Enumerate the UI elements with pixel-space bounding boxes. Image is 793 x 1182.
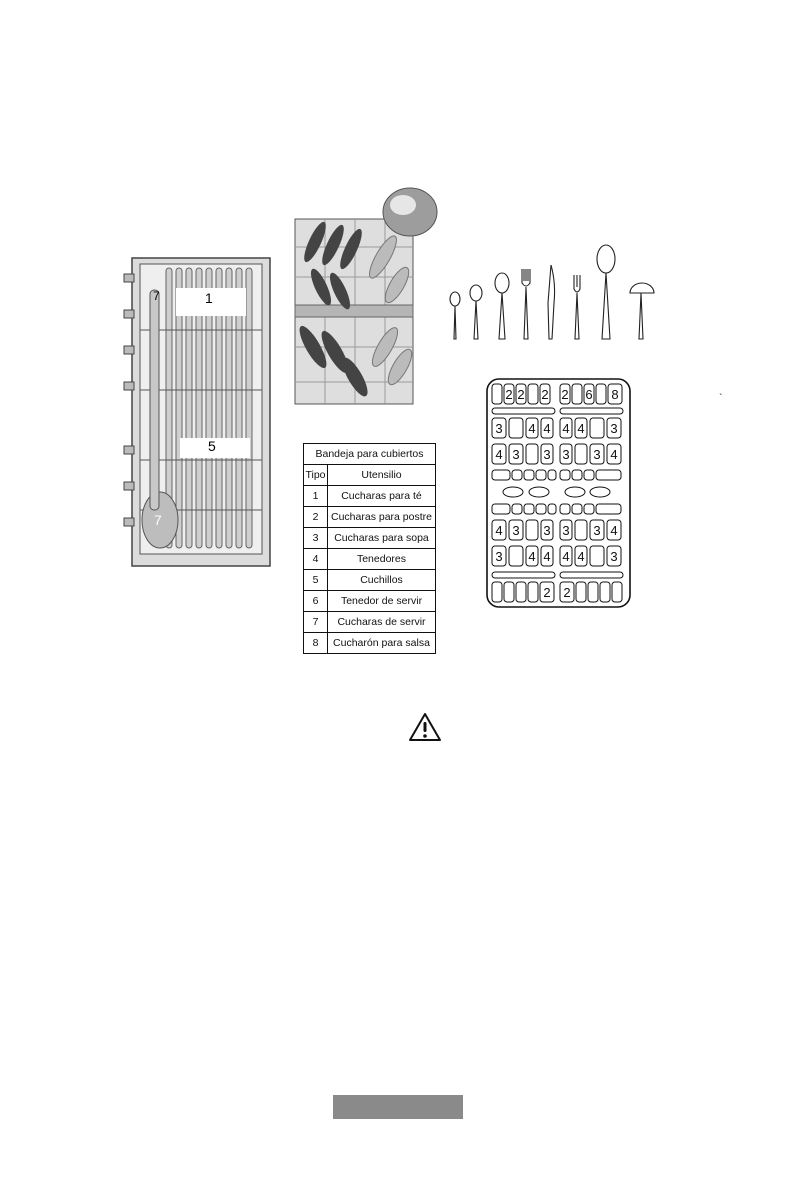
tray-slot-label: 4 [495, 523, 503, 538]
table-row [304, 633, 436, 654]
warning-icon [408, 712, 442, 742]
table-header-row [304, 465, 436, 486]
tray-slot-label: 2 [541, 387, 549, 402]
tray-slot-label: 4 [528, 421, 536, 436]
row-tipo: 7 [304, 612, 328, 633]
table-row [304, 528, 436, 549]
cutlery-tray-table [303, 443, 436, 654]
tray-slot-label: 2 [517, 387, 525, 402]
row-utensilio: Cucharas de servir [328, 612, 436, 633]
cutlery-tray-diagram [486, 378, 632, 610]
table-row [304, 612, 436, 633]
row-utensilio: Cucharas para sopa [328, 528, 436, 549]
tray-slot-label: 3 [562, 523, 570, 538]
tray-slot-label: 3 [562, 447, 570, 462]
tray-slot-label: 2 [561, 387, 569, 402]
tray-slot-label: 4 [528, 549, 536, 564]
row-tipo: 8 [304, 633, 328, 654]
table-row [304, 570, 436, 591]
tray-slot-label: 3 [593, 523, 601, 538]
row-tipo: 6 [304, 591, 328, 612]
tray-slot-label: 2 [563, 585, 571, 600]
tray-slot-label: 4 [562, 549, 570, 564]
basket-label-serving-spoon-top: 7 [153, 289, 160, 303]
column-header-utensilio: Utensilio [328, 465, 436, 486]
tray-slot-label: 3 [495, 421, 503, 436]
row-tipo: 5 [304, 570, 328, 591]
tray-slot-label: 8 [611, 387, 619, 402]
row-tipo: 2 [304, 507, 328, 528]
row-utensilio: Tenedores [328, 549, 436, 570]
tray-slot-label: 3 [610, 549, 618, 564]
row-utensilio: Tenedor de servir [328, 591, 436, 612]
row-utensilio: Cucharón para salsa [328, 633, 436, 654]
row-utensilio: Cucharas para té [328, 486, 436, 507]
table-title: Bandeja para cubiertos [304, 444, 436, 465]
dish-basket-illustration [285, 187, 445, 412]
table-row [304, 507, 436, 528]
tray-slot-label: 3 [512, 447, 520, 462]
table-row [304, 486, 436, 507]
tray-slot-label: 3 [593, 447, 601, 462]
tray-slot-label: 3 [495, 549, 503, 564]
tray-slot-label: 6 [585, 387, 593, 402]
tray-slot-label: 3 [543, 447, 551, 462]
tray-slot-label: 3 [512, 523, 520, 538]
basket-label-knives: 5 [208, 438, 216, 454]
stray-mark: ` [719, 393, 723, 404]
basket-label-serving-spoon-bottom: 7 [154, 512, 162, 528]
tray-slot-label: 3 [610, 421, 618, 436]
tray-slot-label: 2 [505, 387, 513, 402]
row-tipo: 1 [304, 486, 328, 507]
tray-slot-label: 4 [543, 421, 551, 436]
row-tipo: 4 [304, 549, 328, 570]
tray-slot-label: 4 [610, 447, 618, 462]
column-header-tipo: Tipo [304, 465, 328, 486]
tray-slot-label: 4 [562, 421, 570, 436]
utensils-row-illustration [444, 243, 664, 343]
tray-slot-label: 4 [577, 421, 585, 436]
row-utensilio: Cuchillos [328, 570, 436, 591]
tray-slot-label: 3 [543, 523, 551, 538]
basket-label-teaspoons: 1 [205, 290, 213, 306]
cutlery-basket-illustration [120, 250, 280, 575]
tray-slot-label: 2 [543, 585, 551, 600]
tray-slot-label: 4 [577, 549, 585, 564]
table-row [304, 549, 436, 570]
row-tipo: 3 [304, 528, 328, 549]
table-row [304, 591, 436, 612]
tray-slot-label: 4 [610, 523, 618, 538]
tray-slot-label: 4 [543, 549, 551, 564]
table-title-row [304, 444, 436, 465]
row-utensilio: Cucharas para postre [328, 507, 436, 528]
tray-slot-label: 4 [495, 447, 503, 462]
page-footer-bar [333, 1095, 463, 1119]
